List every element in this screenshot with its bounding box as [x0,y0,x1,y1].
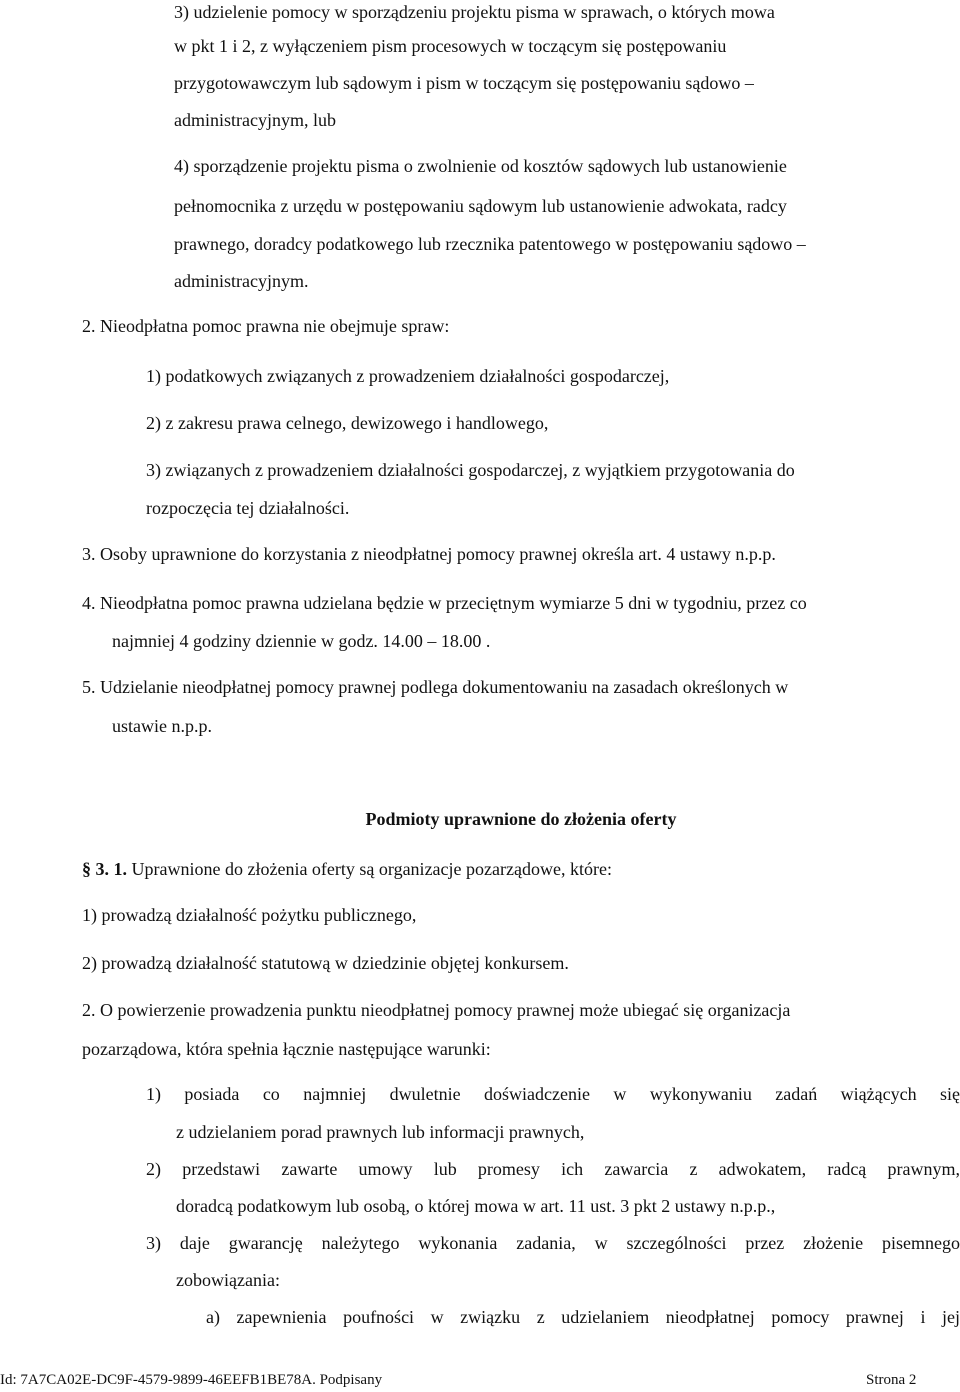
text-line: 2) prowadzą działalność statutową w dziedzinie objętej konkursem. [82,953,569,973]
text-line: zobowiązania: [176,1270,280,1290]
text-line: 2) przedstawi zawarte umowy lub promesy ich zawarcia z adwokatem, radcą prawnym, [146,1159,960,1179]
section-paragraph [82,858,612,880]
section-heading: Podmioty uprawnione do złożenia oferty [365,809,677,829]
text-line: doradcą podatkowym lub osobą, o której mowa w art. 11 ust. 3 pkt 2 ustawy n.p.p., [176,1196,776,1216]
text-line: w pkt 1 i 2, z wyłączeniem pism procesowych w toczącym się postępowaniu [174,36,727,56]
text-line: pełnomocnika z urzędu w postępowaniu sądowym lub ustanowienie adwokata, radcy [174,196,787,216]
text-line: administracyjnym, lub [174,110,336,130]
text-line: Uprawnione do złożenia oferty są organizacje pozarządowe, które: [127,859,612,879]
text-line: 3) udzielenie pomocy w sporządzeniu projektu pisma w sprawach, o których mowa [174,2,775,22]
text-line: 1) podatkowych związanych z prowadzeniem działalności gospodarczej, [146,366,670,386]
text-line: z udzielaniem porad prawnych lub informacji prawnych, [176,1122,585,1142]
section-number: § 3. 1. [82,859,127,879]
text-line: 2. Nieodpłatna pomoc prawna nie obejmuje spraw: [82,316,450,336]
text-line: rozpoczęcia tej działalności. [146,498,350,518]
text-line: 3) związanych z prowadzeniem działalności gospodarczej, z wyjątkiem przygotowania do [146,460,795,480]
text-line: 4) sporządzenie projektu pisma o zwolnienie od kosztów sądowych lub ustanowienie [174,156,787,176]
text-line: ustawie n.p.p. [112,716,212,736]
text-line: 2. O powierzenie prowadzenia punktu nieodpłatnej pomocy prawnej może ubiegać się organizacja [82,1000,791,1020]
text-line: 3. Osoby uprawnione do korzystania z nieodpłatnej pomocy prawnej określa art. 4 ustawy n.p.p. [82,544,776,564]
page-number: Strona 2 [866,1372,917,1388]
text-line: 3) daje gwarancję należytego wykonania zadania, w szczególności przez złożenie pisemnego [146,1233,960,1253]
text-line: administracyjnym. [174,271,309,291]
text-line: 4. Nieodpłatna pomoc prawna udzielana będzie w przeciętnym wymiarze 5 dni w tygodniu, przez co [82,593,807,613]
text-line: 2) z zakresu prawa celnego, dewizowego i handlowego, [146,413,549,433]
text-line: 5. Udzielanie nieodpłatnej pomocy prawnej podlega dokumentowaniu na zasadach określonych w [82,677,789,697]
text-line: prawnego, doradcy podatkowego lub rzecznika patentowego w postępowaniu sądowo – [174,234,806,254]
text-line: przygotowawczym lub sądowym i pism w toczącym się postępowaniu sądowo – [174,73,754,93]
text-line: najmniej 4 godziny dziennie w godz. 14.00 – 18.00 . [112,631,491,651]
text-line: 1) prowadzą działalność pożytku publicznego, [82,905,417,925]
text-line: a) zapewnienia poufności w związku z udzielaniem nieodpłatnej pomocy prawnej i jej [206,1307,960,1327]
text-line: 1) posiada co najmniej dwuletnie doświadczenie w wykonywaniu zadań wiążących się [146,1084,960,1104]
text-line: pozarządowa, która spełnia łącznie następujące warunki: [82,1039,491,1059]
document-id-footer: Id: 7A7CA02E-DC9F-4579-9899-46EEFB1BE78A. Podpisany [0,1372,383,1388]
